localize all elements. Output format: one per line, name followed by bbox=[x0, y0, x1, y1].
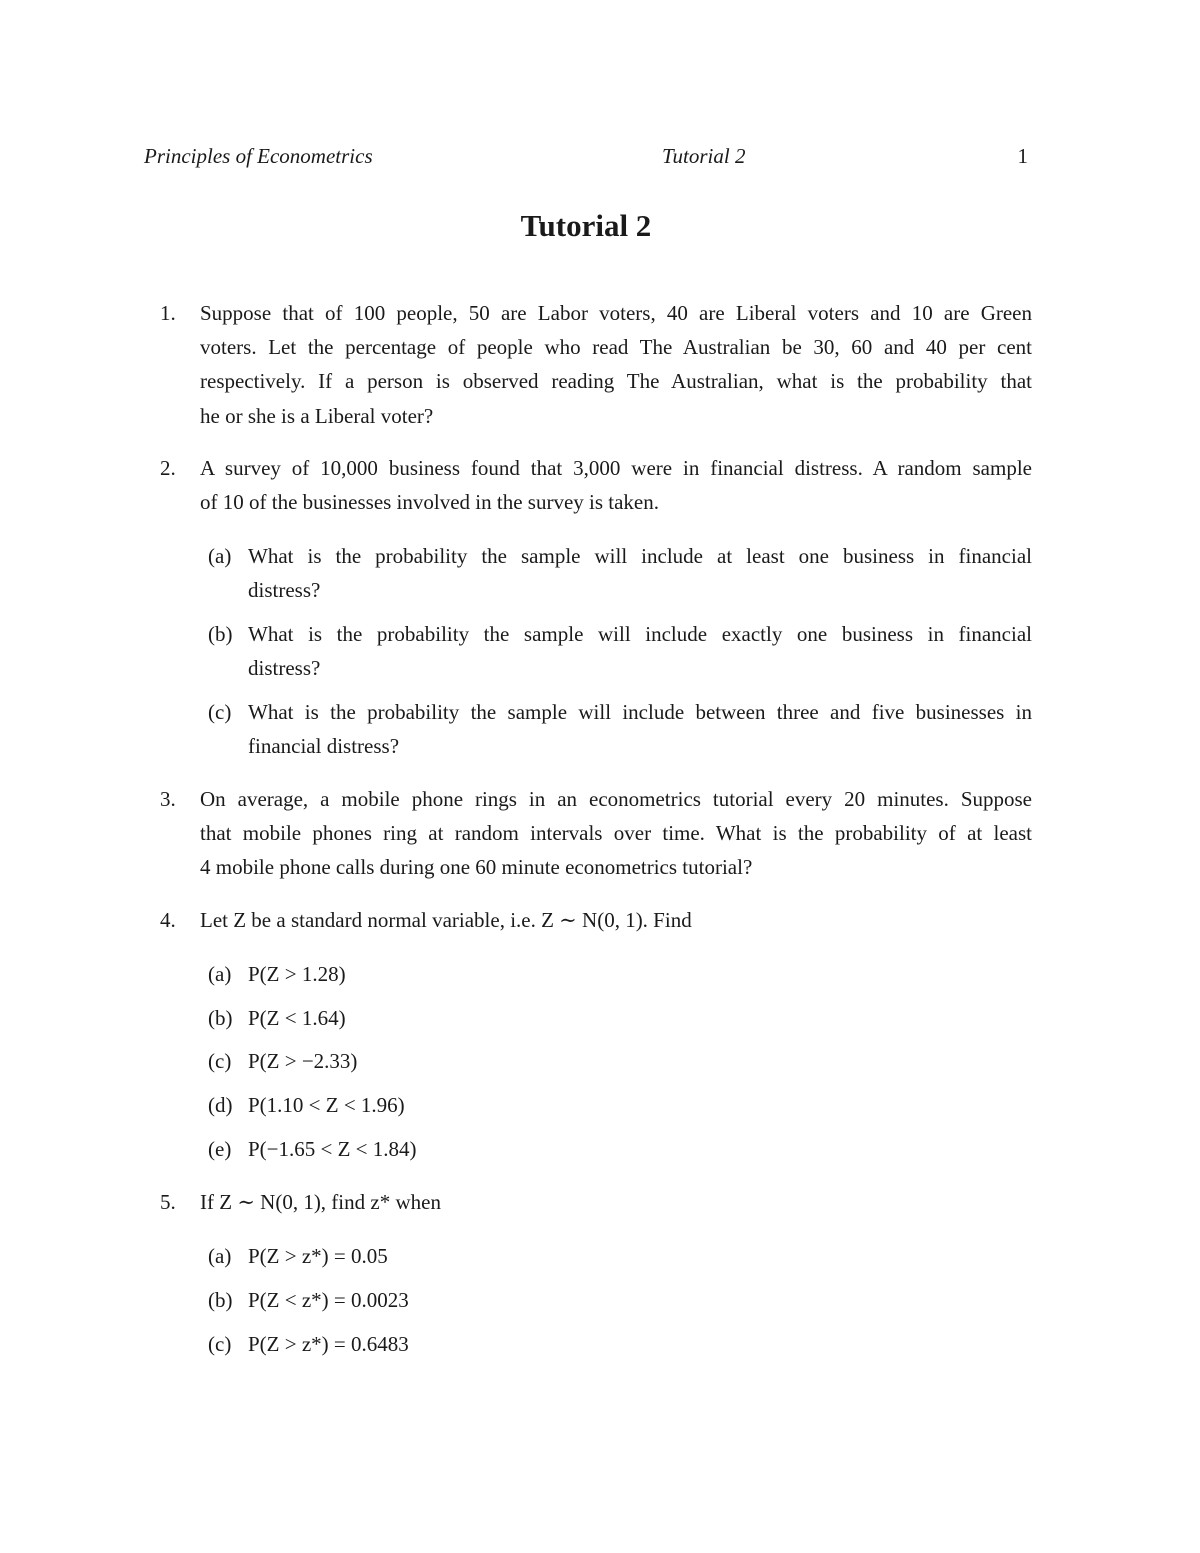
question-4-part-b bbox=[208, 1001, 1032, 1035]
part-label: (e) bbox=[208, 1137, 232, 1161]
part-expression: P(Z > −2.33) bbox=[248, 1049, 358, 1073]
part-line: What is the probability the sample will include between three and five businesses in bbox=[248, 700, 1032, 724]
question-line: that mobile phones ring at random intervals over time. What is the probability of at least bbox=[200, 821, 1032, 846]
question-number: 4. bbox=[160, 908, 176, 932]
question-5-part-b bbox=[208, 1283, 1032, 1317]
question-number: 3. bbox=[160, 787, 176, 811]
question-5 bbox=[160, 1185, 1032, 1219]
part-label: (b) bbox=[208, 622, 233, 646]
part-label: (a) bbox=[208, 1244, 232, 1268]
question-text bbox=[200, 451, 1032, 519]
question-5-part-a bbox=[208, 1239, 1032, 1273]
question-intro: If Z ∼ N(0, 1), find z* when bbox=[200, 1190, 441, 1214]
question-1 bbox=[160, 296, 1032, 433]
part-expression: P(−1.65 < Z < 1.84) bbox=[248, 1137, 417, 1161]
part-label: (c) bbox=[208, 1332, 232, 1356]
part-label: (a) bbox=[208, 544, 232, 568]
running-header bbox=[144, 144, 1032, 174]
question-intro: Let Z be a standard normal variable, i.e. Z ∼ N(0, 1). Find bbox=[200, 908, 692, 932]
course-title: Principles of Econometrics bbox=[144, 144, 373, 168]
question-line: Suppose that of 100 people, 50 are Labor voters, 40 are Liberal voters and 10 are Green bbox=[200, 301, 1032, 325]
question-4-part-a bbox=[208, 957, 1032, 991]
question-line: he or she is a Liberal voter? bbox=[200, 403, 434, 428]
question-text bbox=[200, 296, 1032, 433]
page-number: 1 bbox=[1017, 144, 1028, 168]
question-number: 5. bbox=[160, 1190, 176, 1214]
part-line: What is the probability the sample will include at least one business in financial bbox=[248, 544, 1032, 568]
question-4-part-e bbox=[208, 1132, 1032, 1166]
part-label: (c) bbox=[208, 1049, 232, 1073]
part-line: financial distress? bbox=[248, 734, 400, 759]
header-tutorial-label: Tutorial 2 bbox=[662, 144, 746, 168]
question-2-part-a bbox=[208, 539, 1032, 607]
question-2-part-c bbox=[208, 695, 1032, 763]
part-expression: P(Z < 1.64) bbox=[248, 1006, 346, 1030]
question-line: 4 mobile phone calls during one 60 minute econometrics tutorial? bbox=[200, 855, 753, 880]
part-line: distress? bbox=[248, 656, 321, 681]
part-expression: P(Z < z*) = 0.0023 bbox=[248, 1288, 409, 1312]
part-expression: P(Z > z*) = 0.6483 bbox=[248, 1332, 409, 1356]
question-line: of 10 of the businesses involved in the survey is taken. bbox=[200, 490, 660, 515]
question-4 bbox=[160, 903, 1032, 937]
part-label: (b) bbox=[208, 1006, 233, 1030]
question-number: 2. bbox=[160, 456, 176, 480]
question-2-part-b bbox=[208, 617, 1032, 685]
question-number: 1. bbox=[160, 301, 176, 325]
question-5-part-c bbox=[208, 1327, 1032, 1361]
question-4-part-d bbox=[208, 1088, 1032, 1122]
question-3 bbox=[160, 782, 1032, 885]
question-line: voters. Let the percentage of people who read The Australian be 30, 60 and 40 per cent bbox=[200, 335, 1032, 360]
part-line: What is the probability the sample will include exactly one business in financial bbox=[248, 622, 1032, 646]
page-title: Tutorial 2 bbox=[520, 208, 652, 243]
question-text bbox=[200, 782, 1032, 885]
question-2 bbox=[160, 451, 1032, 519]
part-label: (c) bbox=[208, 700, 232, 724]
part-line: distress? bbox=[248, 578, 321, 603]
part-label: (a) bbox=[208, 962, 232, 986]
part-expression: P(Z > z*) = 0.05 bbox=[248, 1244, 388, 1268]
question-line: On average, a mobile phone rings in an econometrics tutorial every 20 minutes. Suppose bbox=[200, 787, 1032, 811]
part-expression: P(Z > 1.28) bbox=[248, 962, 346, 986]
question-line: A survey of 10,000 business found that 3,000 were in financial distress. A random sample bbox=[200, 456, 1032, 480]
part-expression: P(1.10 < Z < 1.96) bbox=[248, 1093, 405, 1117]
question-line: respectively. If a person is observed reading The Australian, what is the probability that bbox=[200, 369, 1032, 394]
question-4-part-c bbox=[208, 1044, 1032, 1078]
part-label: (b) bbox=[208, 1288, 233, 1312]
part-label: (d) bbox=[208, 1093, 233, 1117]
